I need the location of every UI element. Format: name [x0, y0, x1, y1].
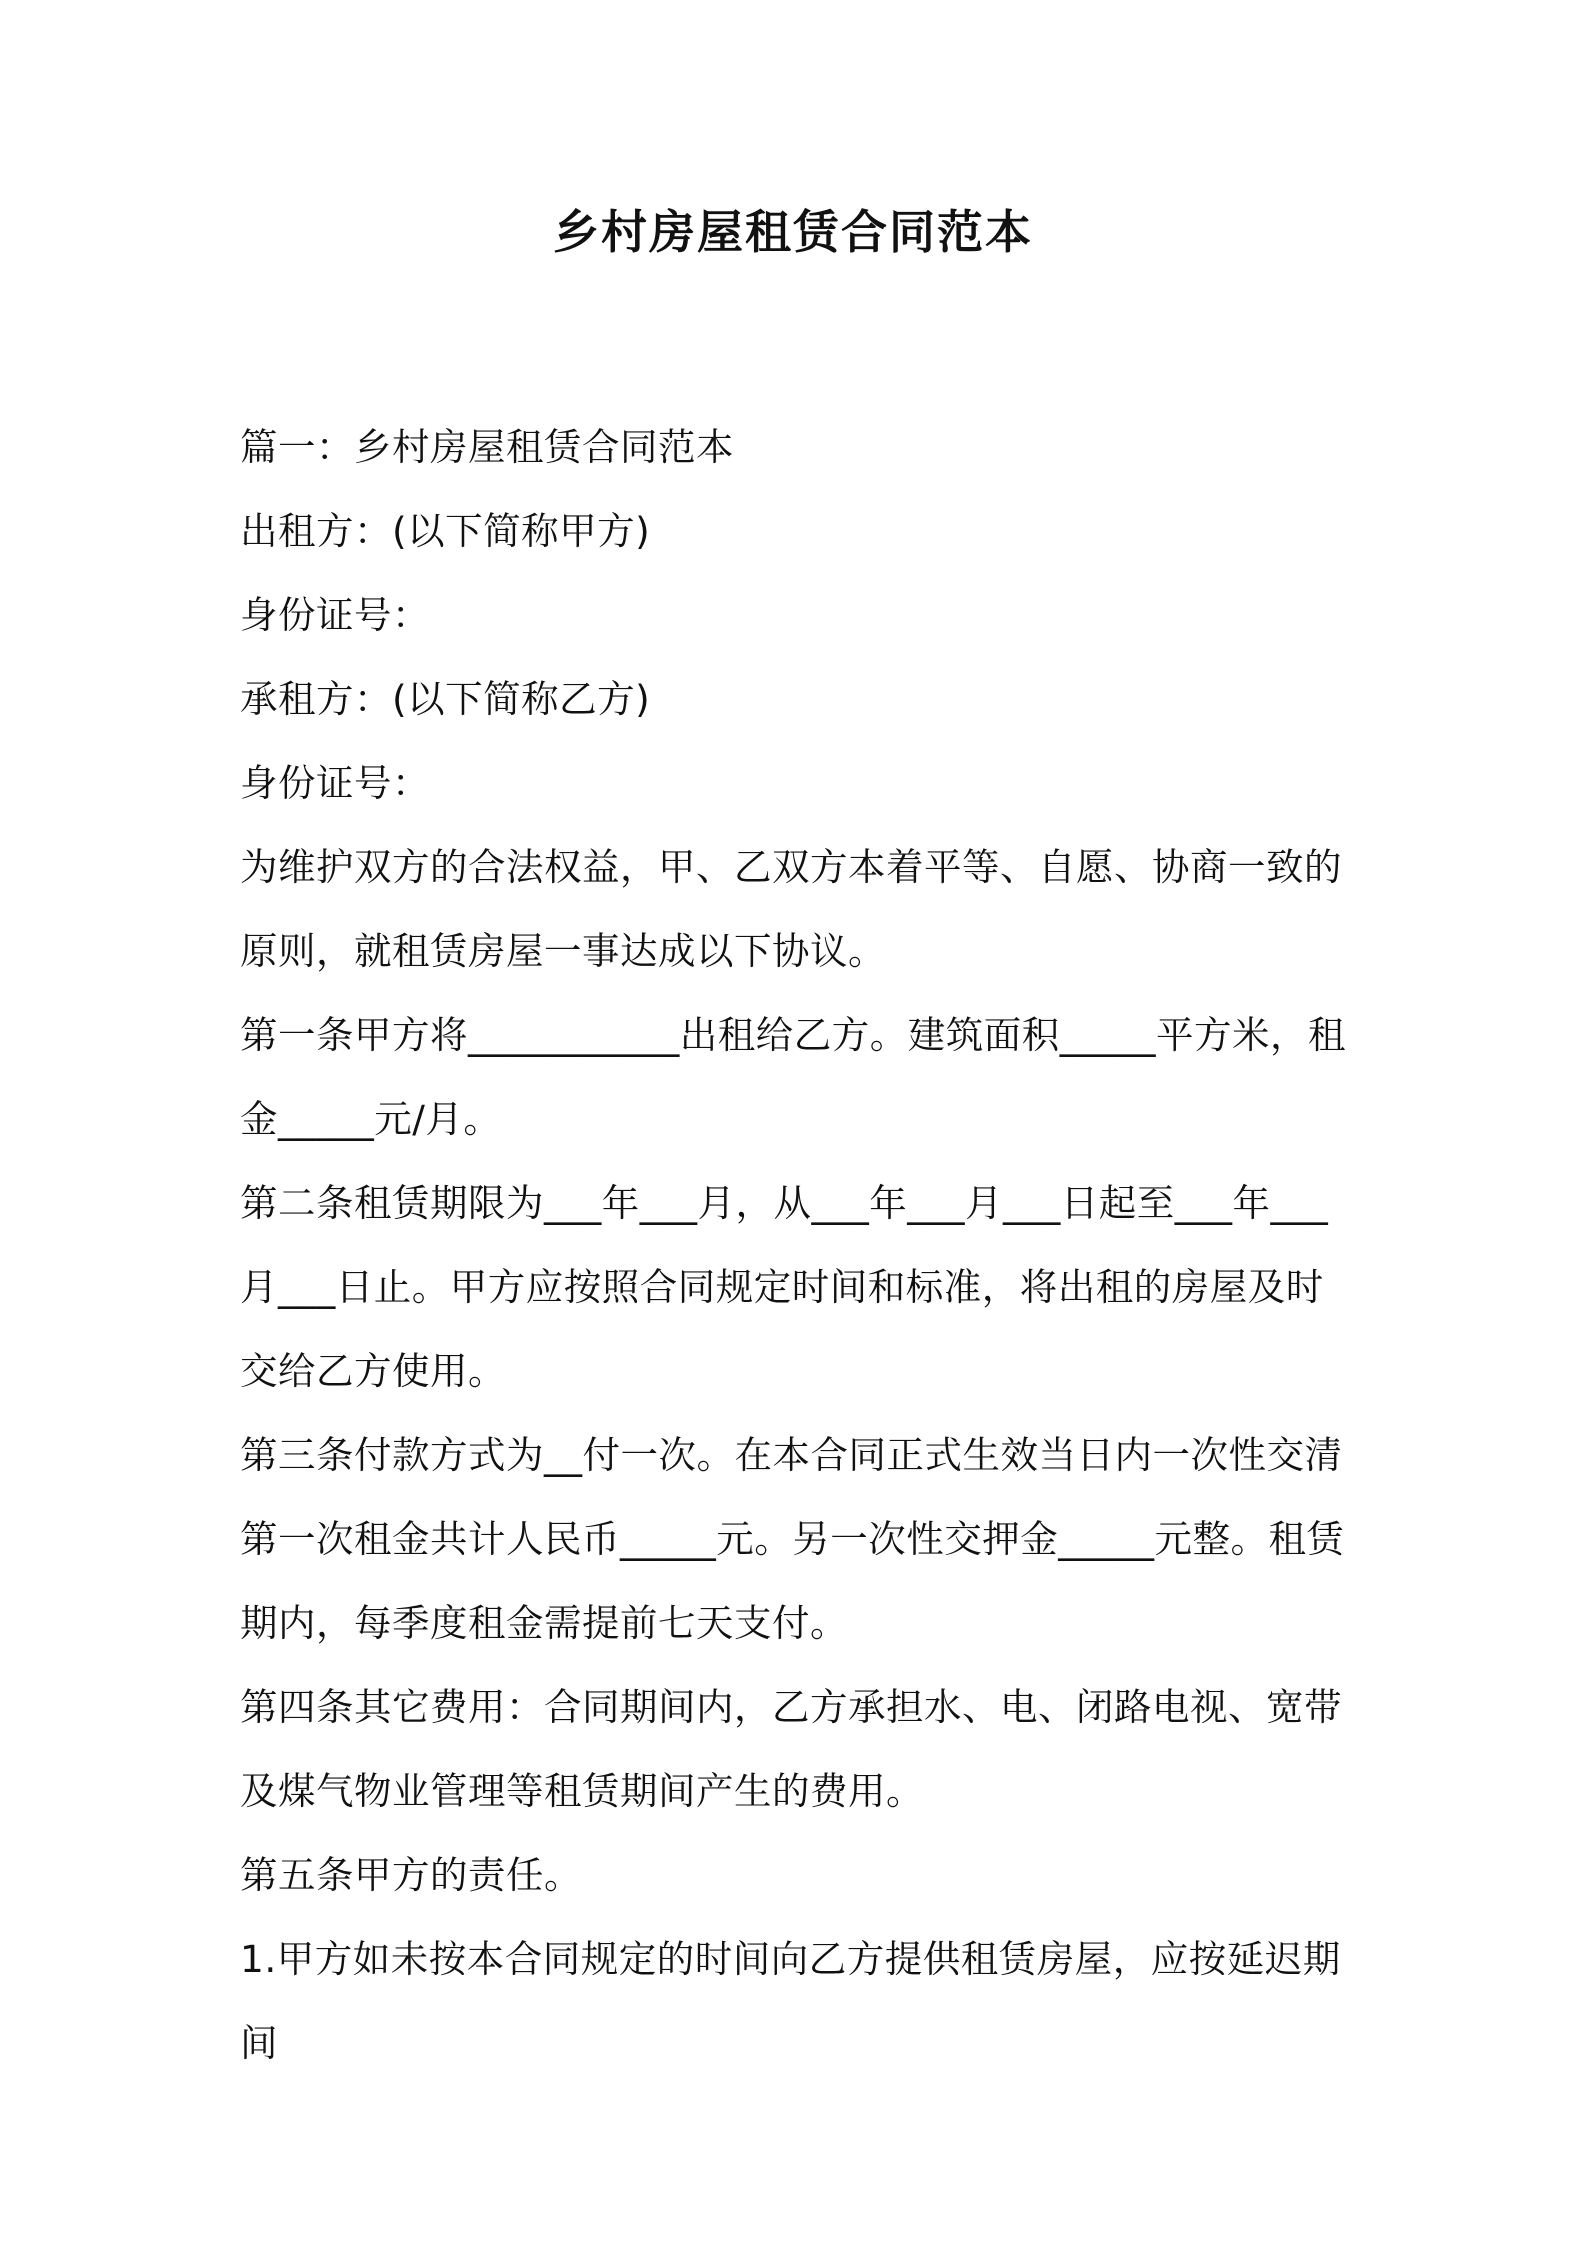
paragraph-section-heading: 篇一：乡村房屋租赁合同范本 — [240, 425, 734, 469]
paragraph-article-3: 第三条付款方式为__付一次。在本合同正式生效当日内一次性交清第一次租金共计人民币_____元。另一次性交押金_____元整。租赁期内，每季度租金需提前七天支付。 — [240, 1433, 1345, 1645]
paragraph-lessee: 承租方：(以下简称乙方) — [240, 677, 651, 721]
paragraph-preamble: 为维护双方的合法权益，甲、乙双方本着平等、自愿、协商一致的原则，就租赁房屋一事达成以下协议。 — [240, 845, 1342, 973]
paragraph-article-1: 第一条甲方将___________出租给乙方。建筑面积_____平方米，租金_____元/月。 — [240, 1013, 1346, 1141]
paragraph-article-2: 第二条租赁期限为___年___月，从___年___月___日起至___年___月___日止。甲方应按照合同规定时间和标准，将出租的房屋及时交给乙方使用。 — [240, 1181, 1329, 1393]
document-title: 乡村房屋租赁合同范本 — [553, 205, 1033, 259]
paragraph-clause-1: 1.甲方如未按本合同规定的时间向乙方提供租赁房屋，应按延迟期间 — [240, 1937, 1341, 2065]
document-body — [240, 405, 1355, 2085]
paragraph-lessor-id: 身份证号： — [240, 593, 430, 637]
paragraph-lessor: 出租方：(以下简称甲方) — [240, 509, 651, 553]
paragraph-article-4: 第四条其它费用：合同期间内，乙方承担水、电、闭路电视、宽带及煤气物业管理等租赁期间产生的费用。 — [240, 1685, 1342, 1813]
paragraph-article-5: 第五条甲方的责任。 — [240, 1853, 582, 1897]
paragraph-lessee-id: 身份证号： — [240, 761, 430, 805]
